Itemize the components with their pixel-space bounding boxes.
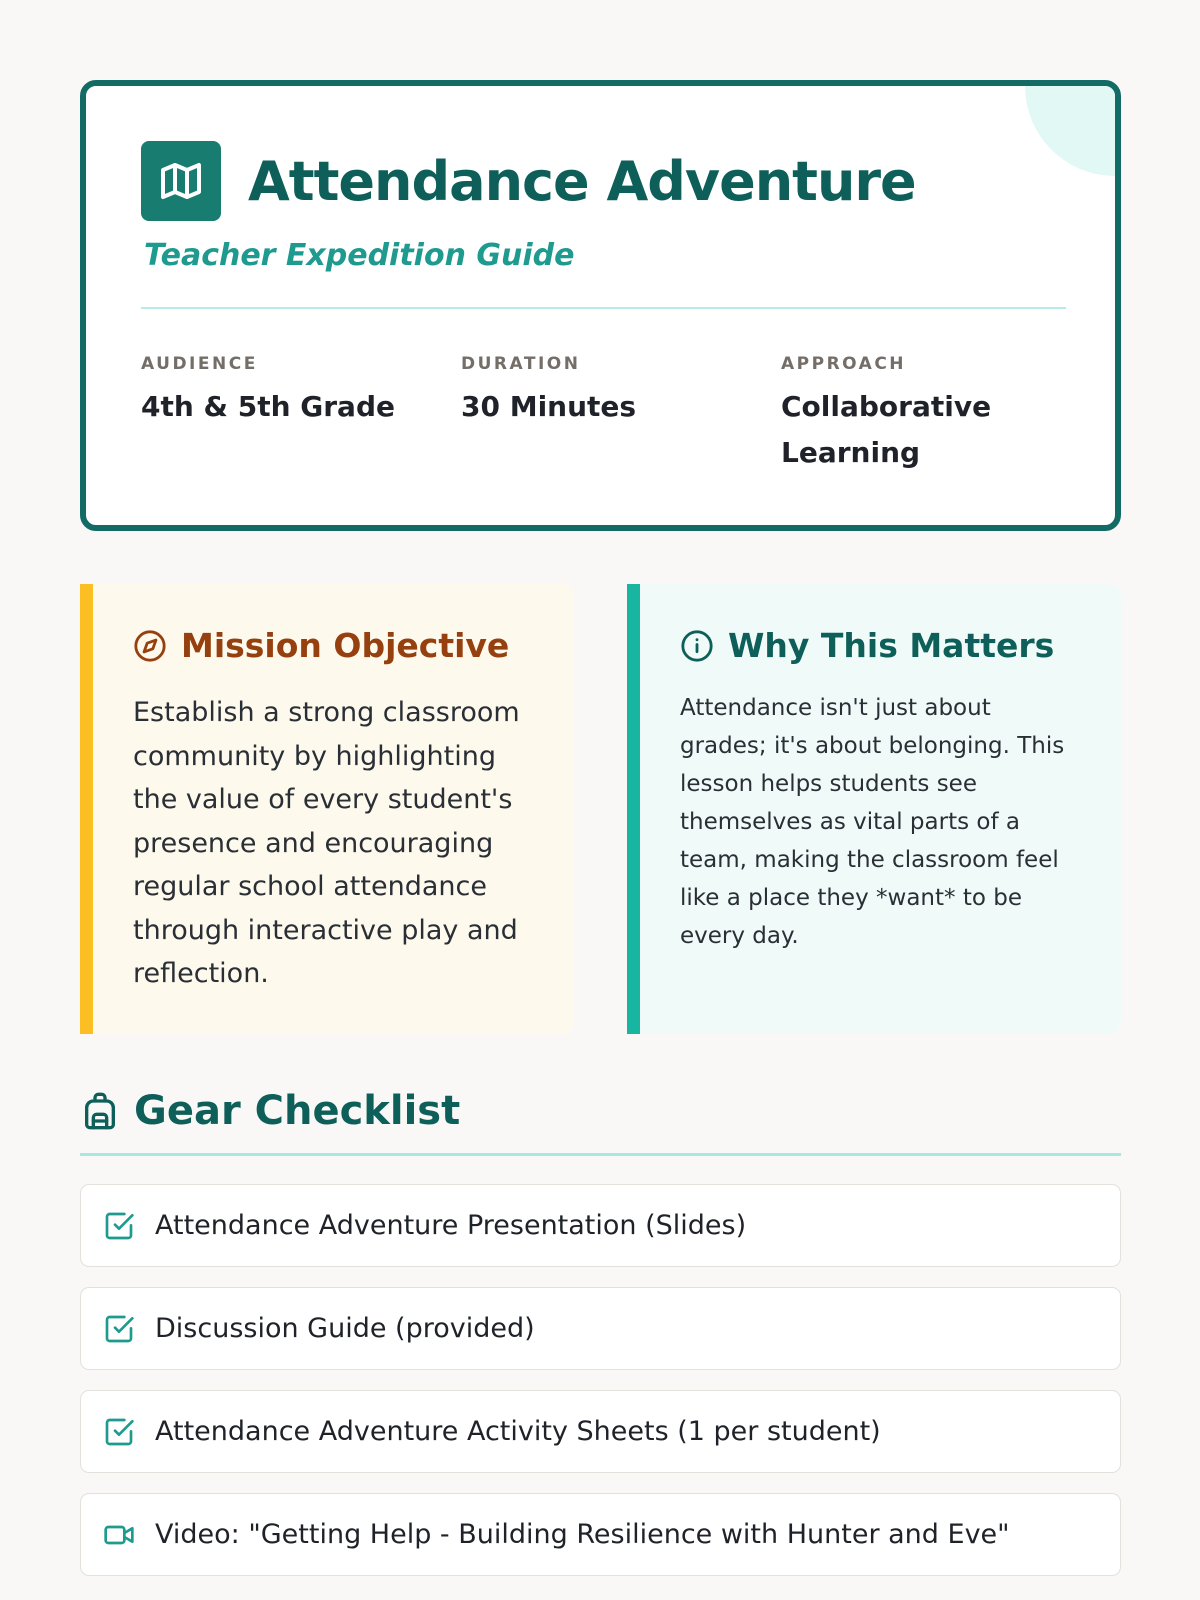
meta-label: DURATION (461, 354, 581, 374)
why-this-matters-card (627, 584, 1121, 1034)
gear-checklist-heading (80, 1088, 460, 1134)
gear-item (80, 1390, 1121, 1473)
mission-objective-text: Establish a strong classroom community by highlighting the value of every student's presence and encouraging regular school attendance through interactive play and reflection. (133, 697, 520, 989)
meta-approach (781, 354, 1031, 476)
gear-checklist-title: Gear Checklist (134, 1088, 461, 1134)
meta-label: AUDIENCE (141, 354, 258, 374)
mission-objective-card (80, 584, 574, 1034)
gear-item (80, 1287, 1121, 1370)
why-this-matters-text: Attendance isn't just about grades; it's about belonging. This lesson helps students see themselves as vital parts of a team, making the classroom feel like a place they *want* to be every day. (680, 695, 1065, 949)
video-icon (103, 1519, 135, 1551)
gear-list (80, 1184, 1121, 1596)
map-icon (141, 141, 221, 221)
page-subtitle: Teacher Expedition Guide (144, 238, 575, 273)
header-divider (141, 307, 1066, 309)
meta-value: 4th & 5th Grade (141, 390, 395, 423)
page-title: Attendance Adventure (248, 149, 916, 213)
checkbox-icon (103, 1313, 135, 1345)
gear-item (80, 1493, 1121, 1576)
meta-value: Collaborative Learning (781, 390, 992, 469)
header-card (80, 80, 1121, 531)
gear-divider (80, 1153, 1121, 1156)
meta-label: APPROACH (781, 354, 907, 374)
gear-item (80, 1184, 1121, 1267)
mission-objective-heading (133, 626, 534, 665)
corner-decoration (1025, 80, 1121, 176)
checkbox-icon (103, 1416, 135, 1448)
mission-objective-title: Mission Objective (181, 626, 510, 665)
gear-item-label: Attendance Adventure Activity Sheets (1 per student) (155, 1416, 881, 1447)
meta-value: 30 Minutes (461, 390, 637, 423)
gear-item-label: Video: "Getting Help - Building Resilience with Hunter and Eve" (155, 1519, 1010, 1550)
info-icon (680, 629, 714, 663)
meta-audience (141, 354, 441, 430)
compass-icon (133, 629, 167, 663)
backpack-icon (80, 1091, 120, 1131)
gear-item-label: Discussion Guide (provided) (155, 1313, 535, 1344)
why-this-matters-heading (680, 626, 1081, 665)
meta-duration (461, 354, 761, 430)
why-this-matters-title: Why This Matters (728, 626, 1055, 665)
title-row (141, 141, 916, 221)
checkbox-icon (103, 1210, 135, 1242)
gear-item-label: Attendance Adventure Presentation (Slides) (155, 1210, 747, 1241)
